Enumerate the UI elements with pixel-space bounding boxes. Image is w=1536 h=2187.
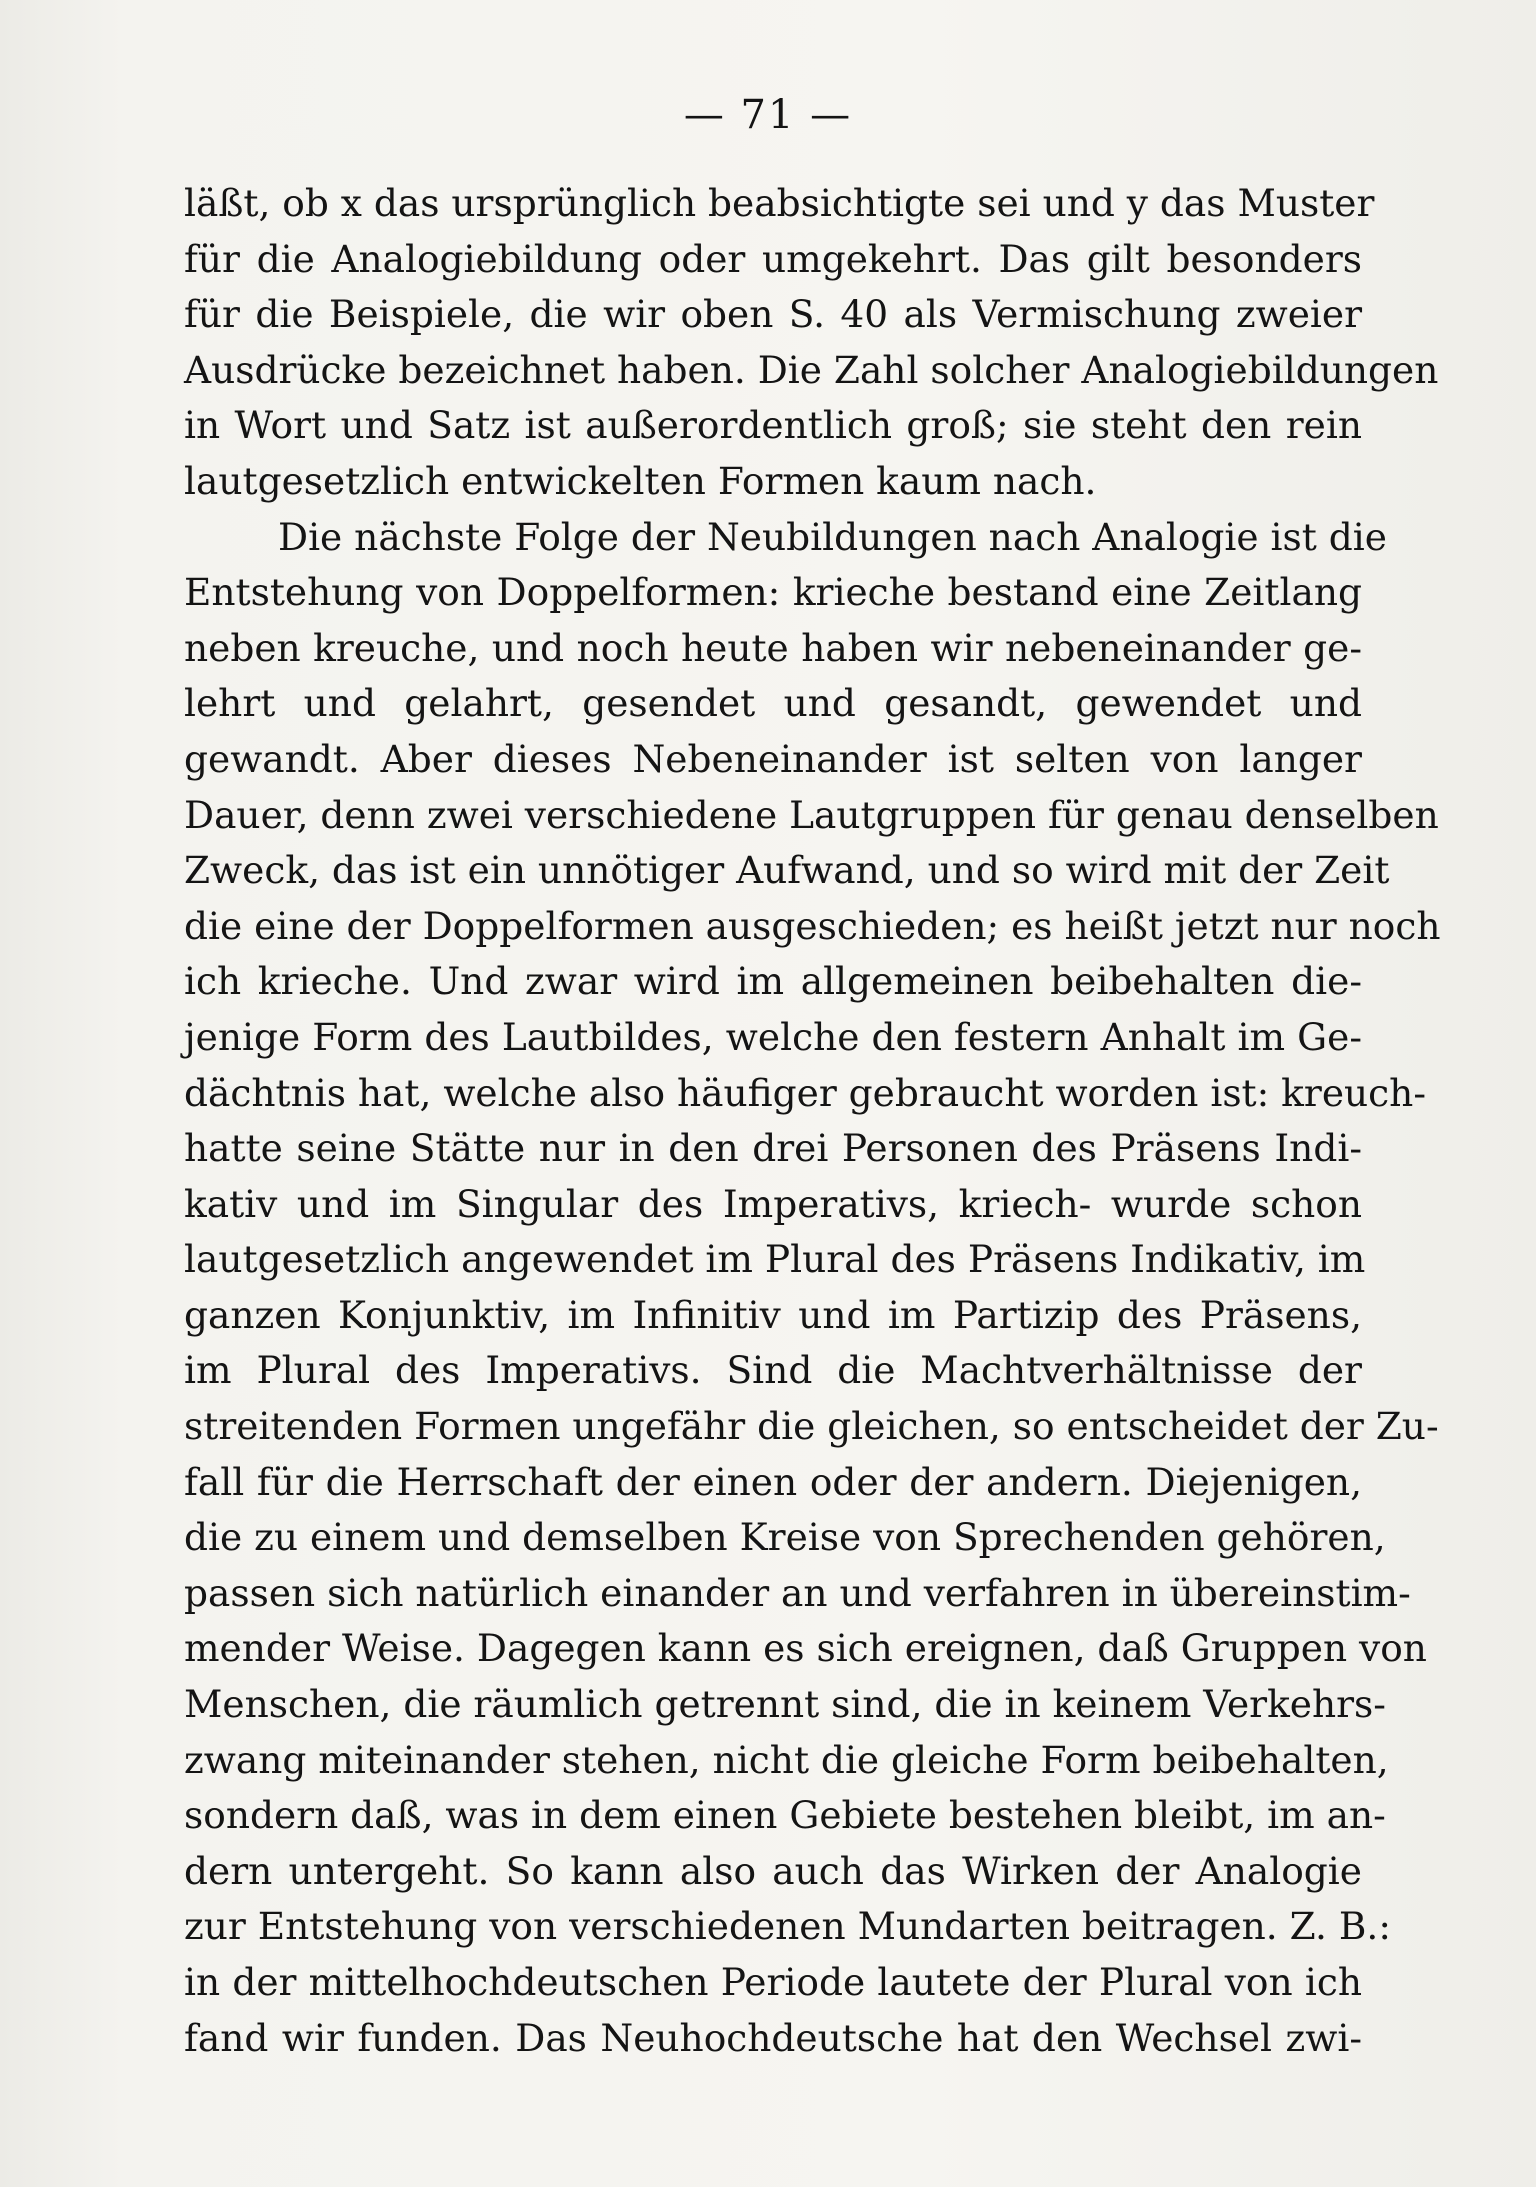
paragraph-1 [184,176,1439,510]
text-line: Entstehung von Doppelformen: krieche bestand eine Zeitlang [184,570,1362,615]
text-line: zur Entstehung von verschiedenen Mundarten beitragen. Z. B.: [184,1904,1391,1949]
text-line: passen sich natürlich einander an und verfahren in übereinstim- [184,1570,1411,1615]
text-line: dächtnis hat, welche also häufiger gebraucht worden ist: kreuch- [184,1070,1427,1115]
text-line: mender Weise. Dagegen kann es sich ereignen, daß Gruppen von [184,1626,1427,1671]
text-line: kativ und im Singular des Imperativs, kriech- wurde schon [184,1181,1362,1226]
text-line: läßt, ob x das ursprünglich beabsichtigte sei und y das Muster [184,181,1375,225]
text-line: fall für die Herrschaft der einen oder der andern. Diejenigen, [184,1459,1362,1504]
text-line: zwang miteinander stehen, nicht die gleiche Form beibehalten, [184,1737,1389,1782]
text-line: Die nächste Folge der Neubildungen nach Analogie ist die [278,514,1387,559]
text-line: hatte seine Stätte nur in den drei Personen des Präsens Indi- [184,1126,1362,1171]
text-line: die eine der Doppelformen ausgeschieden; es heißt jetzt nur noch [184,903,1441,948]
text-line: ich krieche. Und zwar wird im allgemeinen beibehalten die- [184,959,1362,1004]
text-line: jenige Form des Lautbildes, welche den festern Anhalt im Ge- [184,1014,1362,1059]
text-line: in der mittelhochdeutschen Periode lautete der Plural von ich [184,1960,1362,2004]
text-line: streitenden Formen ungefähr die gleichen, so entscheidet der Zu- [184,1404,1439,1449]
body-text [184,176,1441,2066]
text-line: lautgesetzlich entwickelten Formen kaum nach. [184,458,1097,503]
text-line: Menschen, die räumlich getrennt sind, die in keinem Verkehrs- [184,1682,1386,1727]
text-line: Zweck, das ist ein unnötiger Aufwand, und so wird mit der Zeit [184,848,1390,893]
text-line: für die Analogiebildung oder umgekehrt. Das gilt besonders [184,236,1362,281]
text-line: die zu einem und demselben Kreise von Sprechenden gehören, [184,1515,1386,1560]
text-line: fand wir funden. Das Neuhochdeutsche hat den Wechsel zwi- [184,2015,1362,2060]
text-line: lehrt und gelahrt, gesendet und gesandt, gewendet und [184,681,1362,726]
text-line: in Wort und Satz ist außerordentlich groß; sie steht den rein [184,403,1362,448]
text-line: für die Beispiele, die wir oben S. 40 als Vermischung zweier [184,292,1362,337]
paragraph-2 [184,510,1441,2067]
text-line: neben kreuche, und noch heute haben wir nebeneinander ge- [184,625,1362,670]
text-line: sondern daß, was in dem einen Gebiete bestehen bleibt, im an- [184,1793,1386,1838]
page-number: — 71 — [683,92,853,138]
text-line: Ausdrücke bezeichnet haben. Die Zahl solcher Analogiebildungen [184,347,1439,392]
text-line: im Plural des Imperativs. Sind die Machtverhältnisse der [184,1348,1362,1393]
text-line: Dauer, denn zwei verschiedene Lautgruppen für genau denselben [184,792,1439,837]
text-line: dern untergeht. So kann also auch das Wirken der Analogie [184,1848,1362,1893]
text-line: ganzen Konjunktiv, im Infinitiv und im Partizip des Präsens, [184,1292,1362,1337]
text-line: gewandt. Aber dieses Nebeneinander ist selten von langer [184,736,1362,781]
text-line: lautgesetzlich angewendet im Plural des Präsens Indikativ, im [184,1237,1366,1282]
